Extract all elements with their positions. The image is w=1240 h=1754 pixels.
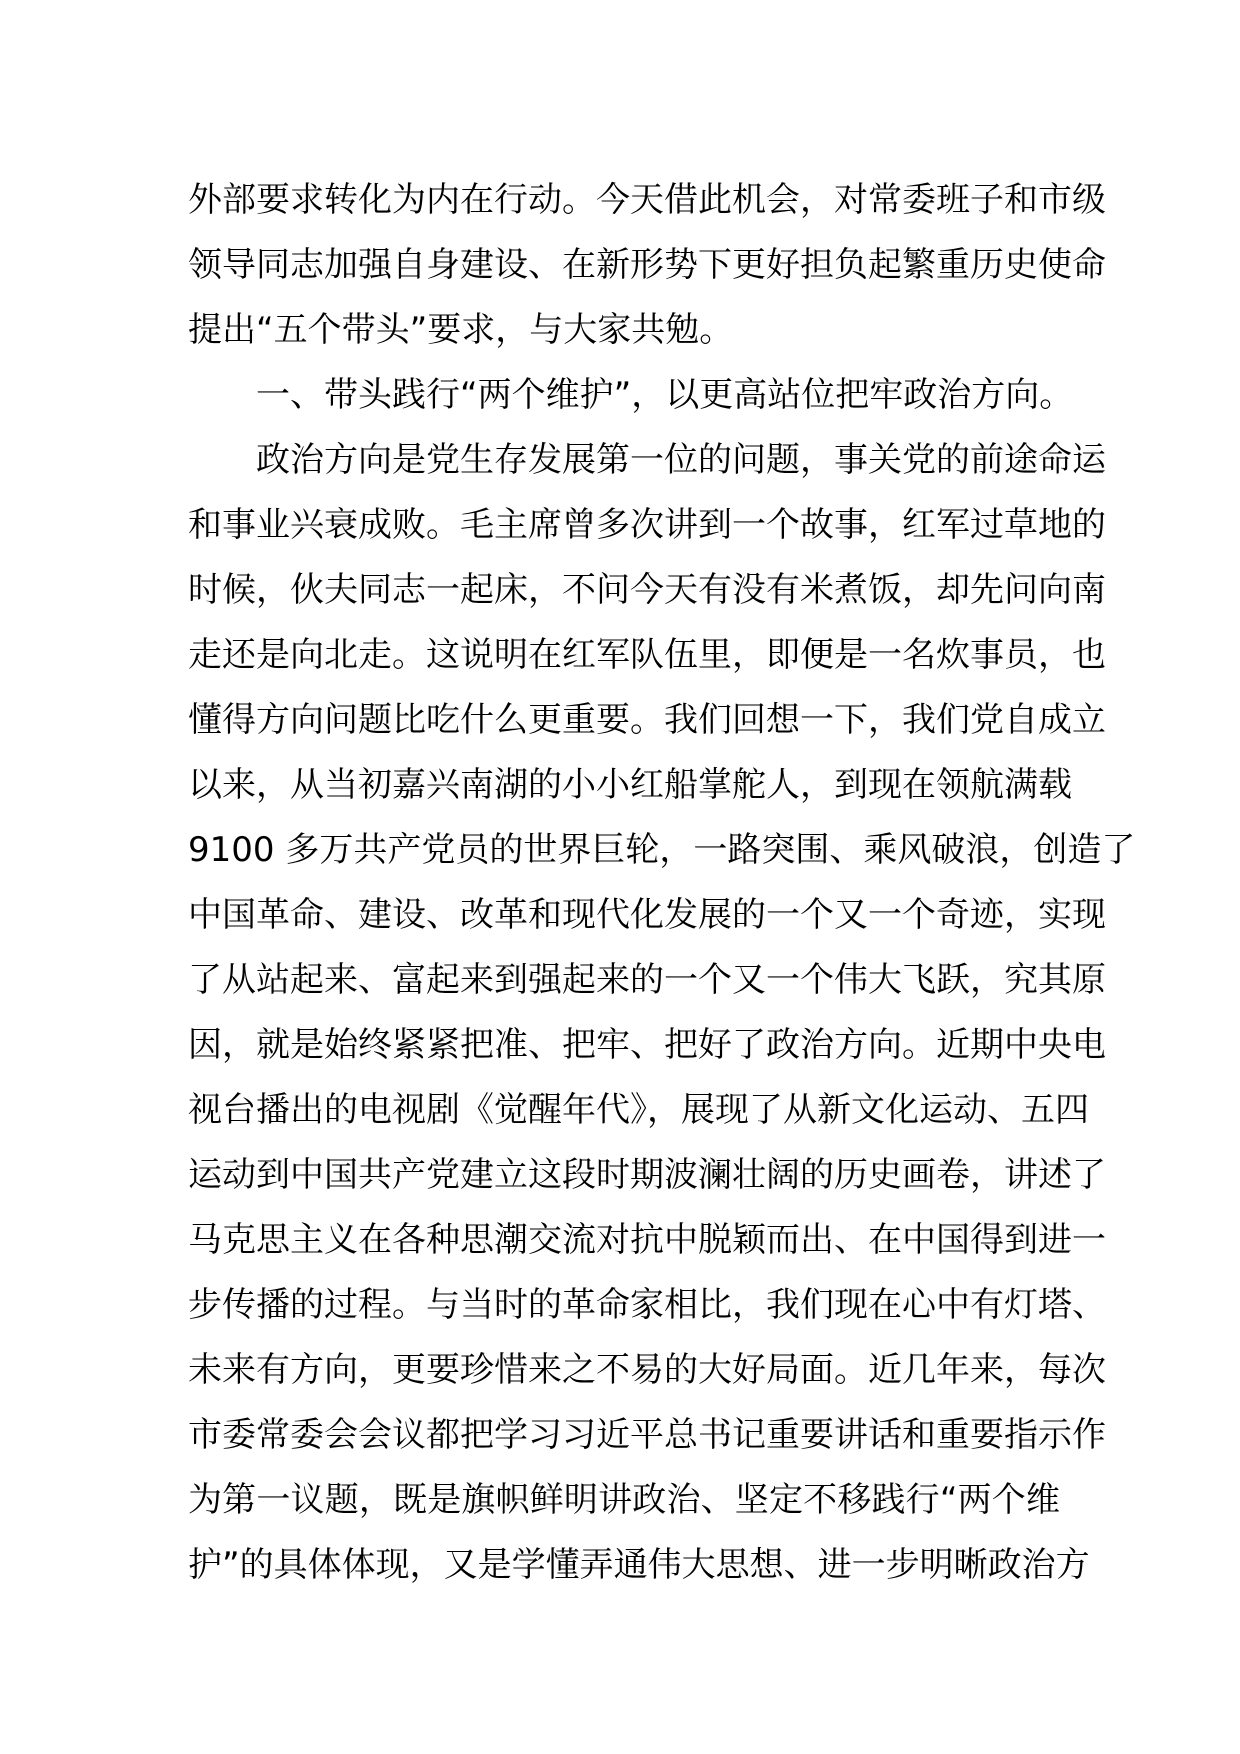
text-line: 走还是向北走。这说明在红军队伍里，即便是一名炊事员，也 (188, 635, 1106, 675)
text-line: 了从站起来、富起来到强起来的一个又一个伟大飞跃，究其原 (188, 960, 1106, 1000)
text-line: 步传播的过程。与当时的革命家相比，我们现在心中有灯塔、 (188, 1285, 1106, 1325)
text-line: 市委常委会会议都把学习习近平总书记重要讲话和重要指示作 (188, 1415, 1106, 1455)
text-line: 提出“五个带头”要求，与大家共勉。 (188, 310, 734, 350)
text-line: 领导同志加强自身建设、在新形势下更好担负起繁重历史使命 (188, 245, 1106, 285)
text-line: 9100 多万共产党员的世界巨轮，一路突围、乘风破浪，创造了 (188, 830, 1136, 870)
text-line: 政治方向是党生存发展第一位的问题，事关党的前途命运 (256, 440, 1106, 480)
text-line: 和事业兴衰成败。毛主席曾多次讲到一个故事，红军过草地的 (188, 505, 1106, 545)
body-text (188, 168, 1136, 1598)
text-line: 运动到中国共产党建立这段时期波澜壮阔的历史画卷，讲述了 (188, 1155, 1106, 1195)
text-line: 视台播出的电视剧《觉醒年代》，展现了从新文化运动、五四 (188, 1090, 1089, 1130)
text-line: 未来有方向，更要珍惜来之不易的大好局面。近几年来，每次 (188, 1350, 1106, 1390)
text-line: 为第一议题，既是旗帜鲜明讲政治、坚定不移践行“两个维 (188, 1480, 1060, 1520)
text-line: 因，就是始终紧紧把准、把牢、把好了政治方向。近期中央电 (188, 1025, 1106, 1065)
text-line: 马克思主义在各种思潮交流对抗中脱颖而出、在中国得到进一 (188, 1220, 1106, 1260)
text-line: 懂得方向问题比吃什么更重要。我们回想一下，我们党自成立 (188, 700, 1106, 740)
text-line: 护”的具体体现，又是学懂弄通伟大思想、进一步明晰政治方 (188, 1545, 1090, 1585)
text-line: 时候，伙夫同志一起床，不问今天有没有米煮饭，却先问向南 (188, 570, 1106, 610)
text-line: 中国革命、建设、改革和现代化发展的一个又一个奇迹，实现 (188, 895, 1106, 935)
text-line: 外部要求转化为内在行动。今天借此机会，对常委班子和市级 (188, 180, 1106, 220)
text-line: 以来，从当初嘉兴南湖的小小红船掌舵人，到现在领航满载 (188, 765, 1072, 805)
section-heading: 一、带头践行“两个维护”，以更高站位把牢政治方向。 (256, 375, 1074, 415)
